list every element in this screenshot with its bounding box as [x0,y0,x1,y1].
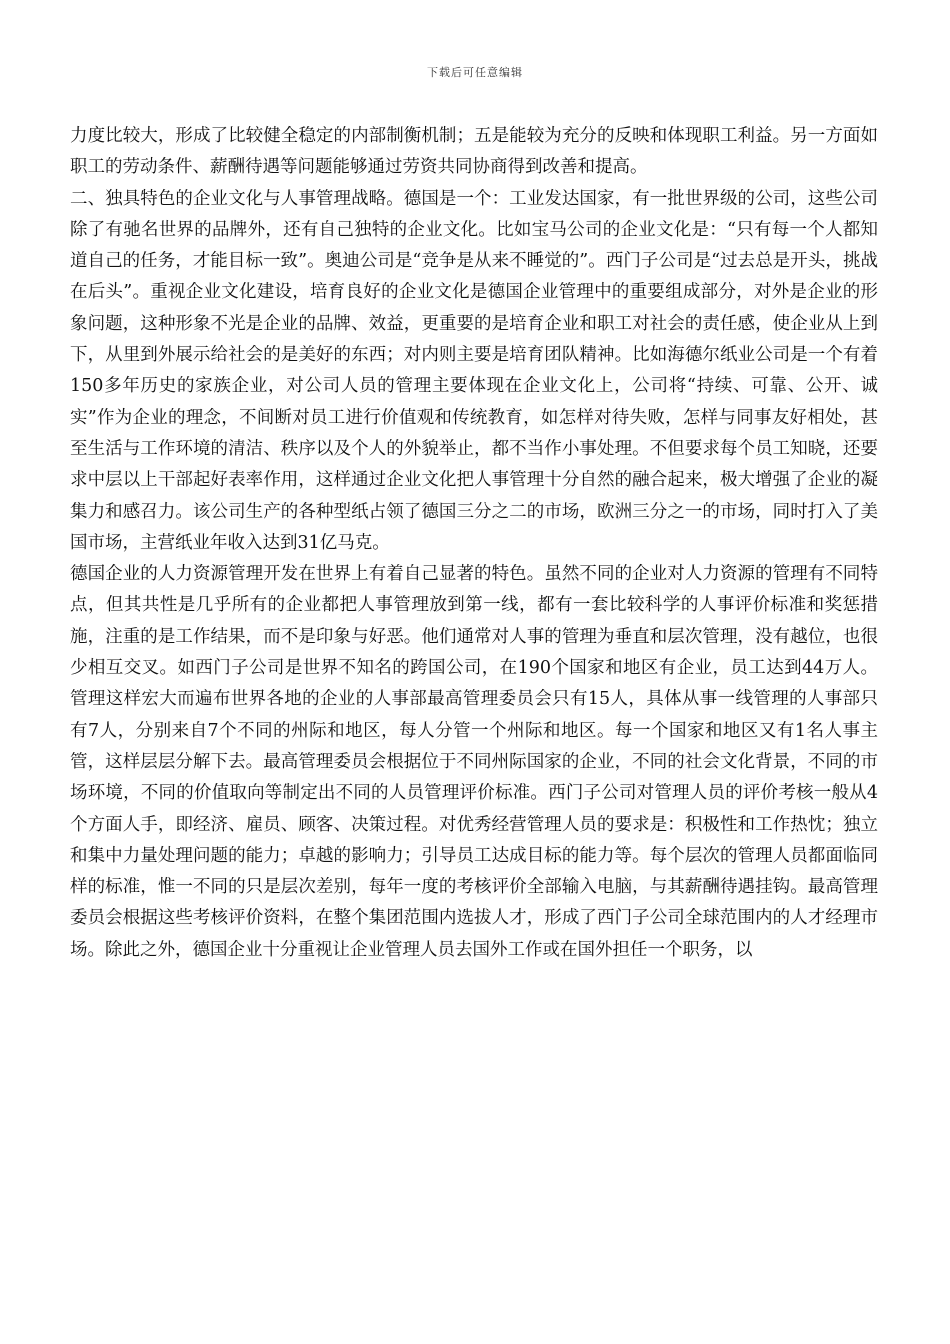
document-body [70,121,878,966]
paragraph: 力度比较大，形成了比较健全稳定的内部制衡机制；五是能较为充分的反映和体现职工利益。另一方面如职工的劳动条件、薪酬待遇等问题能够通过劳资共同协商得到改善和提高。 [70,126,878,178]
page-header: 下载后可任意编辑 [427,66,523,79]
paragraph: 二、独具特色的企业文化与人事管理战略。德国是一个：工业发达国家，有一批世界级的公司，这些公司除了有驰名世界的品牌外，还有自己独特的企业文化。比如宝马公司的企业文化是：“只有每一个人都知道自己的任务，才能目标一致”。奥迪公司是“竞争是从来不睡觉的”。西门子公司是“过去总是开头，挑战在后头”。重视企业文化建设，培育良好的企业文化是德国企业管理中的重要组成部分，对外是企业的形象问题，这种形象不光是企业的品牌、效益，更重要的是培育企业和职工对社会的责任感，使企业从上到下，从里到外展示给社会的是美好的东西；对内则主要是培育团队精神。比如海德尔纸业公司是一个有着150多年历史的家族企业，对公司人员的管理主要体现在企业文化上，公司将“持续、可靠、公开、诚实”作为企业的理念，不间断对员工进行价值观和传统教育，如怎样对待失败，怎样与同事友好相处，甚至生活与工作环境的清洁、秩序以及个人的外貌举止，都不当作小事处理。不但要求每个员工知晓，还要求中层以上干部起好表率作用，这样通过企业文化把人事管理十分自然的融合起来，极大增强了企业的凝集力和感召力。该公司生产的各种型纸占领了德国三分之二的市场，欧洲三分之一的市场，同时打入了美国市场，主营纸业年收入达到31亿马克。 [70,188,878,553]
paragraph: 德国企业的人力资源管理开发在世界上有着自己显著的特色。虽然不同的企业对人力资源的管理有不同特点，但其共性是几乎所有的企业都把人事管理放到第一线，都有一套比较科学的人事评价标准和奖惩措施，注重的是工作结果，而不是印象与好恶。他们通常对人事的管理为垂直和层次管理，没有越位，也很少相互交叉。如西门子公司是世界不知名的跨国公司，在190个国家和地区有企业，员工达到44万人。管理这样宏大而遍布世界各地的企业的人事部最高管理委员会只有15人，具体从事一线管理的人事部只有7人，分别来自7个不同的州际和地区，每人分管一个州际和地区。每一个国家和地区又有1名人事主管，这样层层分解下去。最高管理委员会根据位于不同州际国家的企业，不同的社会文化背景，不同的市场环境，不同的价值取向等制定出不同的人员管理评价标准。西门子公司对管理人员的评价考核一般从4个方面人手，即经济、雇员、顾客、决策过程。对优秀经营管理人员的要求是：积极性和工作热忱；独立和集中力量处理问题的能力；卓越的影响力；引导员工达成目标的能力等。每个层次的管理人员都面临同样的标准，惟一不同的只是层次差别，每年一度的考核评价全部输入电脑，与其薪酬待遇挂钩。最高管理委员会根据这些考核评价资料，在整个集团范围内选拔人才，形成了西门子公司全球范围内的人才经理市场。除此之外，德国企业十分重视让企业管理人员去国外工作或在国外担任一个职务，以 [70,564,878,960]
